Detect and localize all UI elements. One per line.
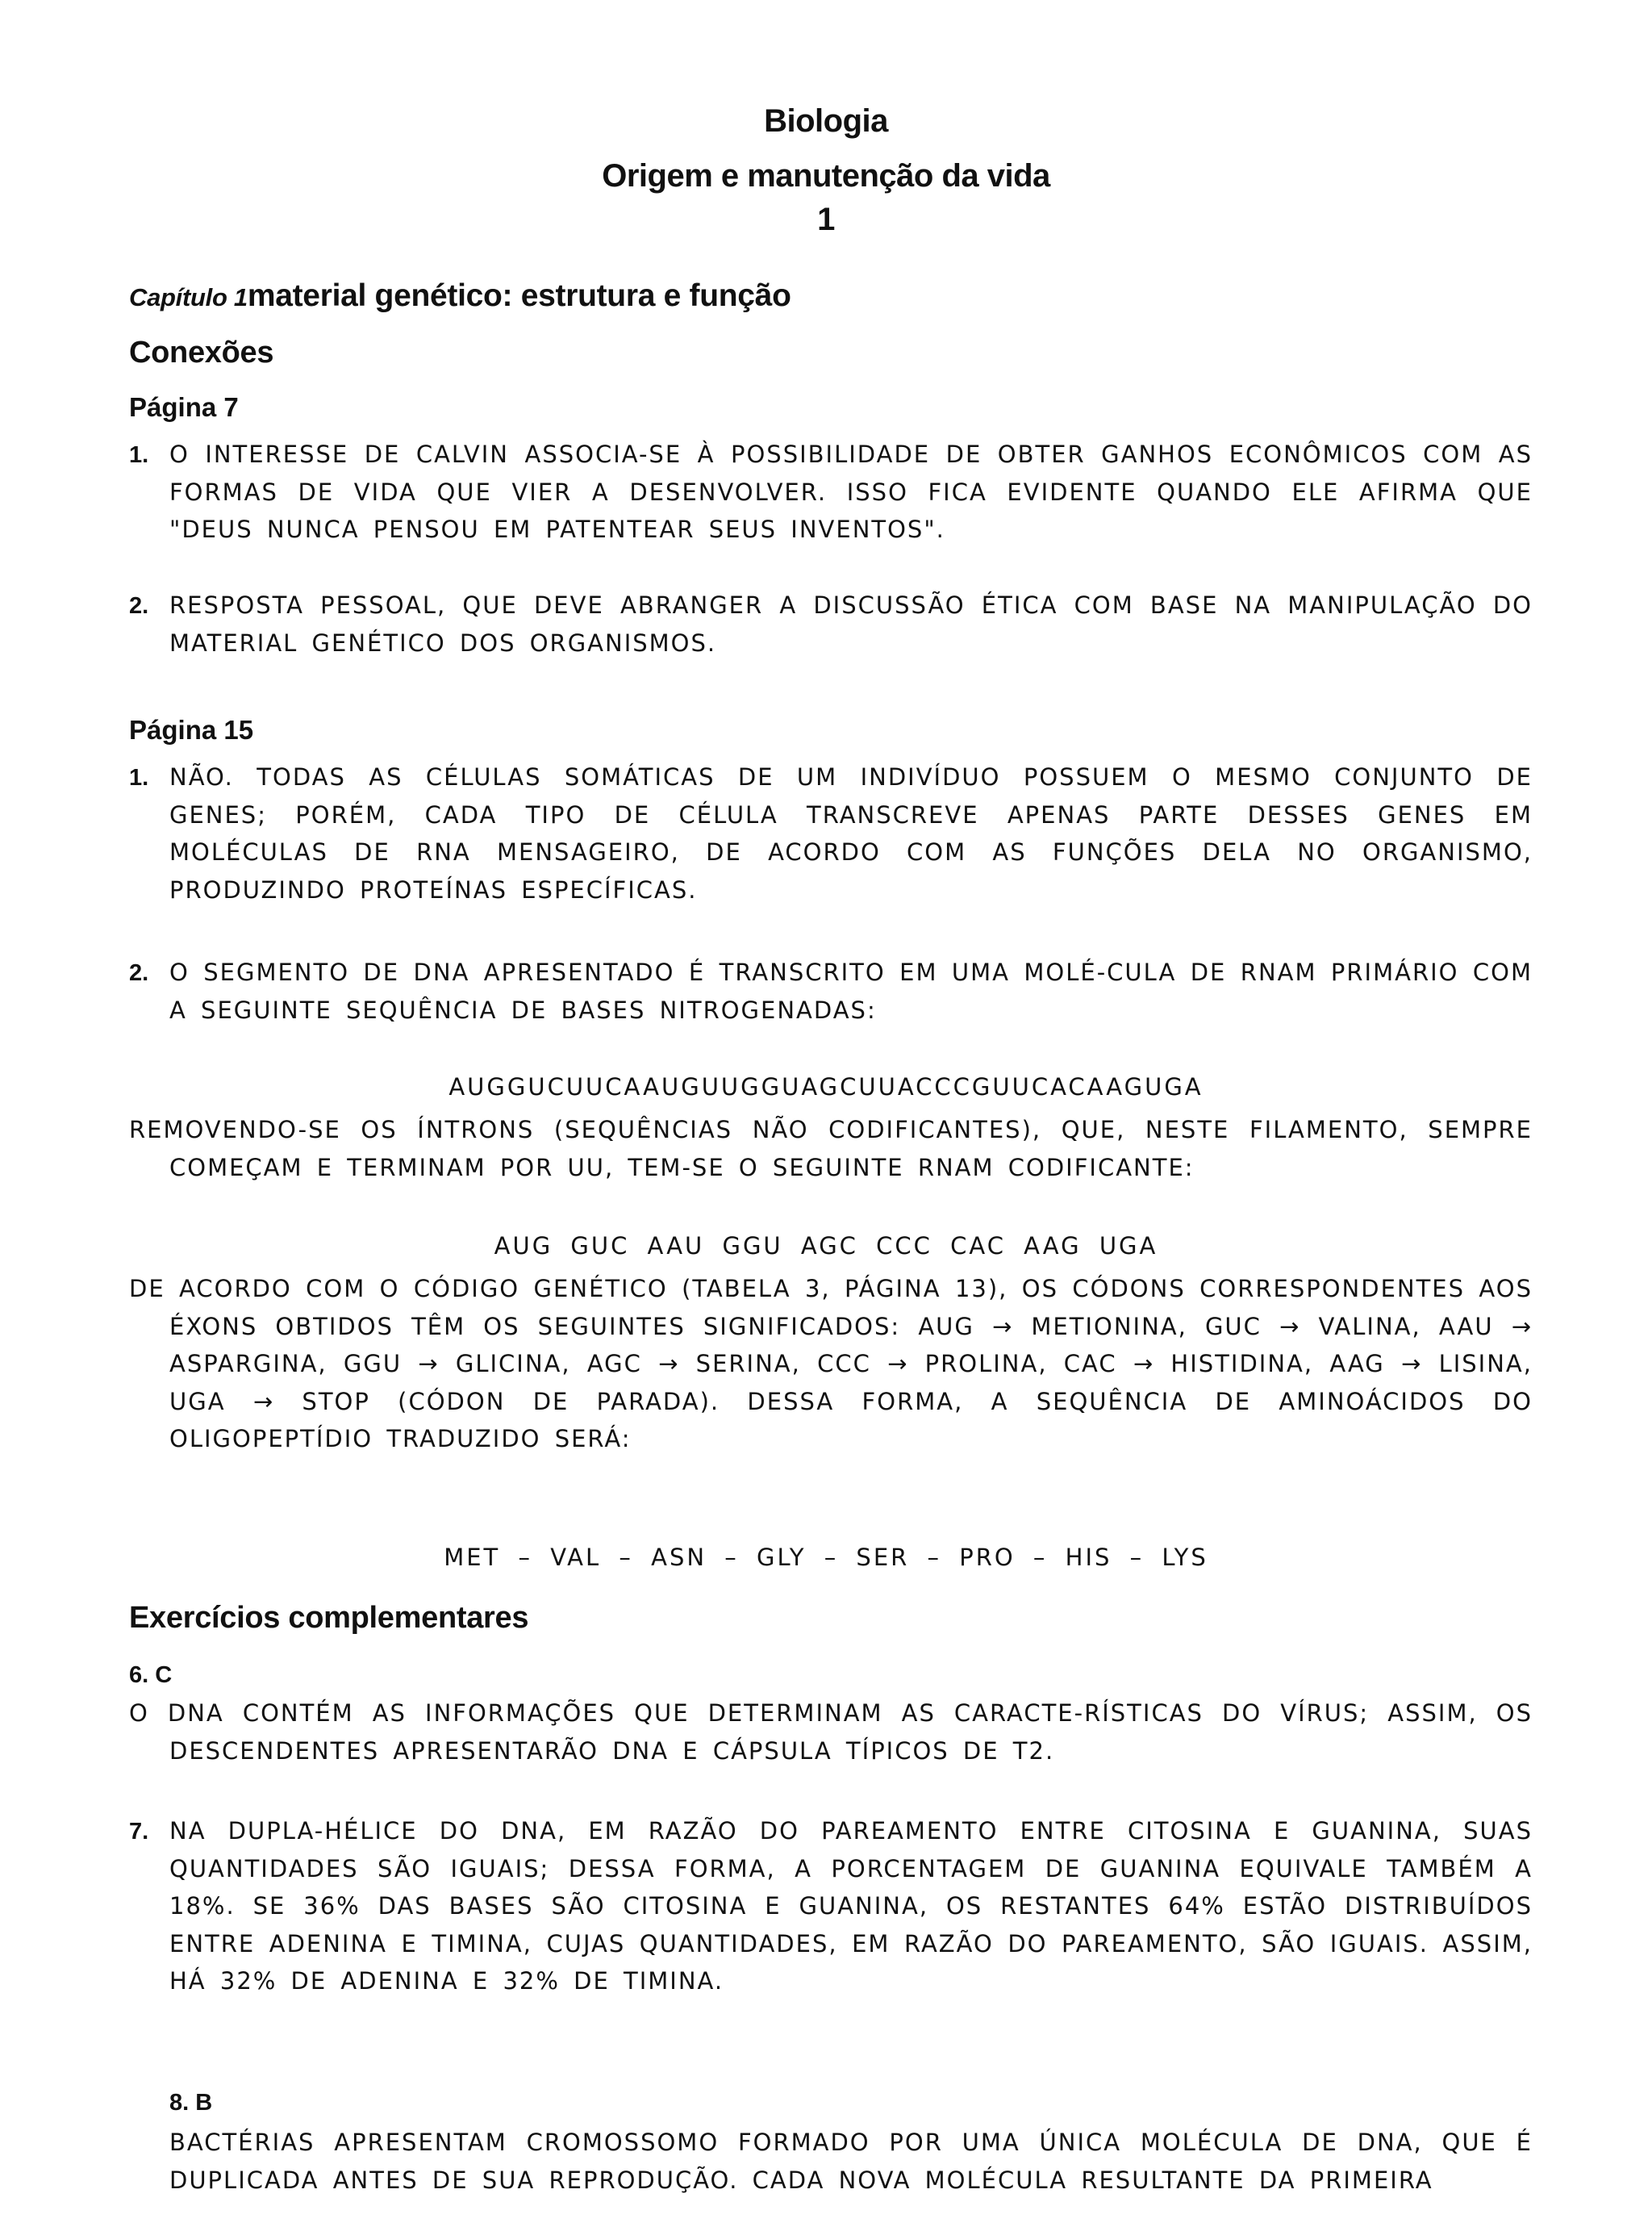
subject-heading: Biologia [764, 103, 888, 139]
exercise-7-text: NA DUPLA-HÉLICE DO DNA, EM RAZÃO DO PAREAMENTO ENTRE CITOSINA E GUANINA, SUAS QUANTIDADES SÃO IGUAIS; DESSA FORMA, A PORCENTAGEM DE GUANINA EQUIVALE TAMBÉM A 18%. SE 36% DAS BASES SÃO CITOSINA E GUANINA, OS RESTANTES 64% ESTÃO DISTRIBUÍDOS ENTRE ADENINA E TIMINA, CUJAS QUANTIDADES, EM RAZÃO DO PAREAMENTO, SÃO IGUAIS. ASSIM, HÁ 32% DE ADENINA E 32% DE TIMINA. [169, 1817, 1533, 1995]
p15-item-1-text: NÃO. TODAS AS CÉLULAS SOMÁTICAS DE UM INDIVÍDUO POSSUEM O MESMO CONJUNTO DE GENES; PORÉM, CADA TIPO DE CÉLULA TRANSCREVE APENAS PARTE DESSES GENES EM MOLÉCULAS DE RNA MENSAGEIRO, DE ACORDO COM AS FUNÇÕES DELA NO ORGANISMO, PRODUZINDO PROTEÍNAS ESPECÍFICAS. [169, 763, 1533, 904]
section-exercicios: Exercícios complementares [129, 1601, 529, 1635]
p7-item-1-number: 1. [129, 442, 149, 468]
book-title: Origem e manutenção da vida [602, 158, 1050, 194]
rna-coding-sequence: AUG GUC AAU GGU AGC CCC CAC AAG UGA [494, 1232, 1158, 1260]
chapter-label: Capítulo 1 [129, 283, 248, 311]
peptide-sequence: MET – VAL – ASN – GLY – SER – PRO – HIS – LYS [444, 1544, 1208, 1571]
exercise-6-text: O DNA CONTÉM AS INFORMAÇÕES QUE DETERMINAM AS CARACTE-RÍSTICAS DO VÍRUS; ASSIM, OS DESCENDENTES APRESENTARÃO DNA E CÁPSULA TÍPICOS DE T2. [129, 1699, 1533, 1765]
exercise-8-text: BACTÉRIAS APRESENTAM CROMOSSOMO FORMADO POR UMA ÚNICA MOLÉCULA DE DNA, QUE É DUPLICADA ANTES DE SUA REPRODUÇÃO. CADA NOVA MOLÉCULA RESULTANTE DA PRIMEIRA [169, 2129, 1533, 2194]
rna-primary-sequence: AUGGUCUUCAAUGUUGGUAGCUUACCCGUUCACAAGUGA [448, 1073, 1204, 1101]
p7-item-2-number: 2. [129, 593, 149, 619]
p7-item-2-text: RESPOSTA PESSOAL, QUE DEVE ABRANGER A DISCUSSÃO ÉTICA COM BASE NA MANIPULAÇÃO DO MATERIAL GENÉTICO DOS ORGANISMOS. [169, 591, 1533, 657]
p15-item-2-number: 2. [129, 960, 149, 986]
section-conexoes: Conexões [129, 336, 274, 370]
chapter-title: material genético: estrutura e função [247, 278, 791, 313]
page-15-heading: Página 15 [129, 715, 254, 745]
exercise-8-label: 8. B [169, 2090, 213, 2116]
p15-item-1-number: 1. [129, 765, 149, 791]
p15-item-2-text: O SEGMENTO DE DNA APRESENTADO É TRANSCRITO EM UMA MOLÉ-CULA DE RNAM PRIMÁRIO COM A SEGUINTE SEQUÊNCIA DE BASES NITROGENADAS: [169, 959, 1533, 1024]
page-7-heading: Página 7 [129, 392, 239, 422]
volume-number: 1 [817, 202, 835, 237]
introns-paragraph: REMOVENDO-SE OS ÍNTRONS (SEQUÊNCIAS NÃO CODIFICANTES), QUE, NESTE FILAMENTO, SEMPRE COMEÇAM E TERMINAM POR UU, TEM-SE O SEGUINTE RNAM CODIFICANTE: [129, 1116, 1533, 1181]
p7-item-1-text: O INTERESSE DE CALVIN ASSOCIA-SE À POSSIBILIDADE DE OBTER GANHOS ECONÔMICOS COM AS FORMAS DE VIDA QUE VIER A DESENVOLVER. ISSO FICA EVIDENTE QUANDO ELE AFIRMA QUE "DEUS NUNCA PENSOU EM PATENTEAR SEUS INVENTOS". [169, 441, 1533, 543]
exercise-7-number: 7. [129, 1819, 149, 1845]
genetic-code-paragraph: DE ACORDO COM O CÓDIGO GENÉTICO (TABELA 3, PÁGINA 13), OS CÓDONS CORRESPONDENTES AOS ÉXONS OBTIDOS TÊM OS SEGUINTES SIGNIFICADOS: AUG → METIONINA, GUC → VALINA, AAU → ASPARGINA, GGU → GLICINA, AGC → SERINA, CCC → PROLINA, CAC → HISTIDINA, AAG → LISINA, UGA → STOP (CÓDON DE PARADA). DESSA FORMA, A SEQUÊNCIA DE AMINOÁCIDOS DO OLIGOPEPTÍDIO TRADUZIDO SERÁ: [129, 1275, 1533, 1452]
exercise-6-label: 6. C [129, 1662, 173, 1688]
chapter-heading [129, 278, 791, 314]
